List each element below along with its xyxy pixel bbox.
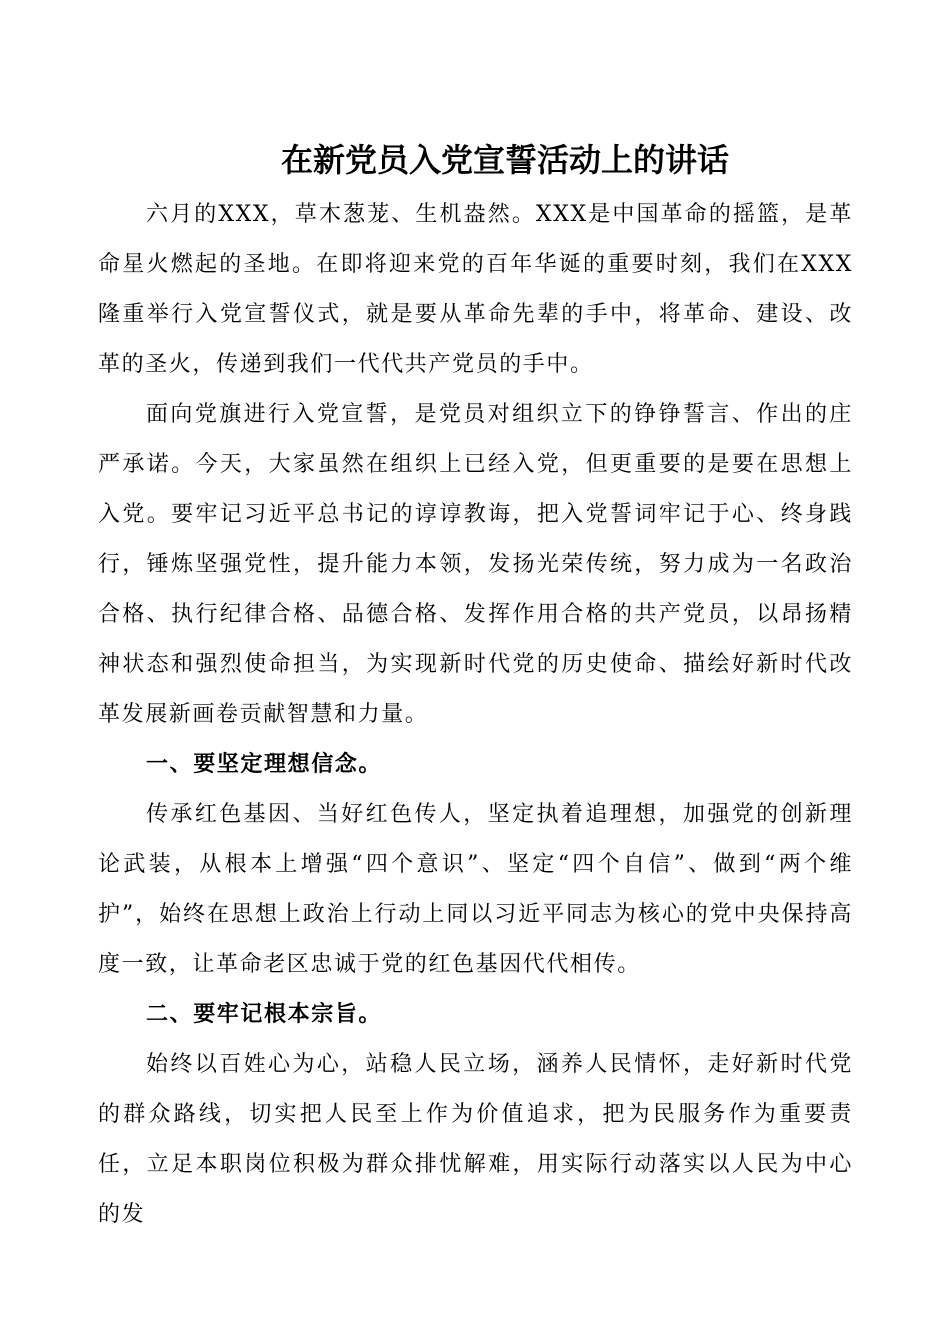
section-text-1: 传承红色基因、当好红色传人，坚定执着追理想，加强党的创新理论武装，从根本上增强“四个意识”、坚定“四个自信”、做到“两个维护”，始终在思想上政治上行动上同以习近平同志为核心的党中央保持高度一致，让革命老区忠诚于党的红色基因代代相传。 (98, 802, 853, 977)
paragraph-oath: 面向党旗进行入党宣誓，是党员对组织立下的铮铮誓言、作出的庄严承诺。今天，大家虽然在组织上已经入党，但更重要的是要在思想上入党。要牢记习近平总书记的谆谆教诲，把入党誓词牢记于心、终身践行，锤炼坚强党性，提升能力本领，发扬光荣传统，努力成为一名政治合格、执行纪律合格、品德合格、发挥作用合格的共产党员，以昂扬精神状态和强烈使命担当，为实现新时代党的历史使命、描绘好新时代改革发展新画卷贡献智慧和力量。 (98, 402, 853, 727)
paragraph-intro: 六月的XXX，草木葱茏、生机盎然。XXX是中国革命的摇篮，是革命星火燃起的圣地。在即将迎来党的百年华诞的重要时刻，我们在XXX隆重举行入党宣誓仪式，就是要从革命先辈的手中，将革命、建设、改革的圣火，传递到我们一代代共产党员的手中。 (98, 202, 853, 377)
section-text-2: 始终以百姓心为心，站稳人民立场，涵养人民情怀，走好新时代党的群众路线，切实把人民至上作为价值追求，把为民服务作为重要责任，立足本职岗位积极为群众排忧解难，用实际行动落实以人民为中心的发 (98, 1052, 853, 1227)
section-heading-1: 一、要坚定理想信念。 (146, 752, 383, 777)
document-title: 在新党员入党宣誓活动上的讲话 (280, 141, 729, 179)
document-body (98, 190, 853, 1240)
section-heading-2: 二、要牢记根本宗旨。 (146, 1002, 383, 1027)
